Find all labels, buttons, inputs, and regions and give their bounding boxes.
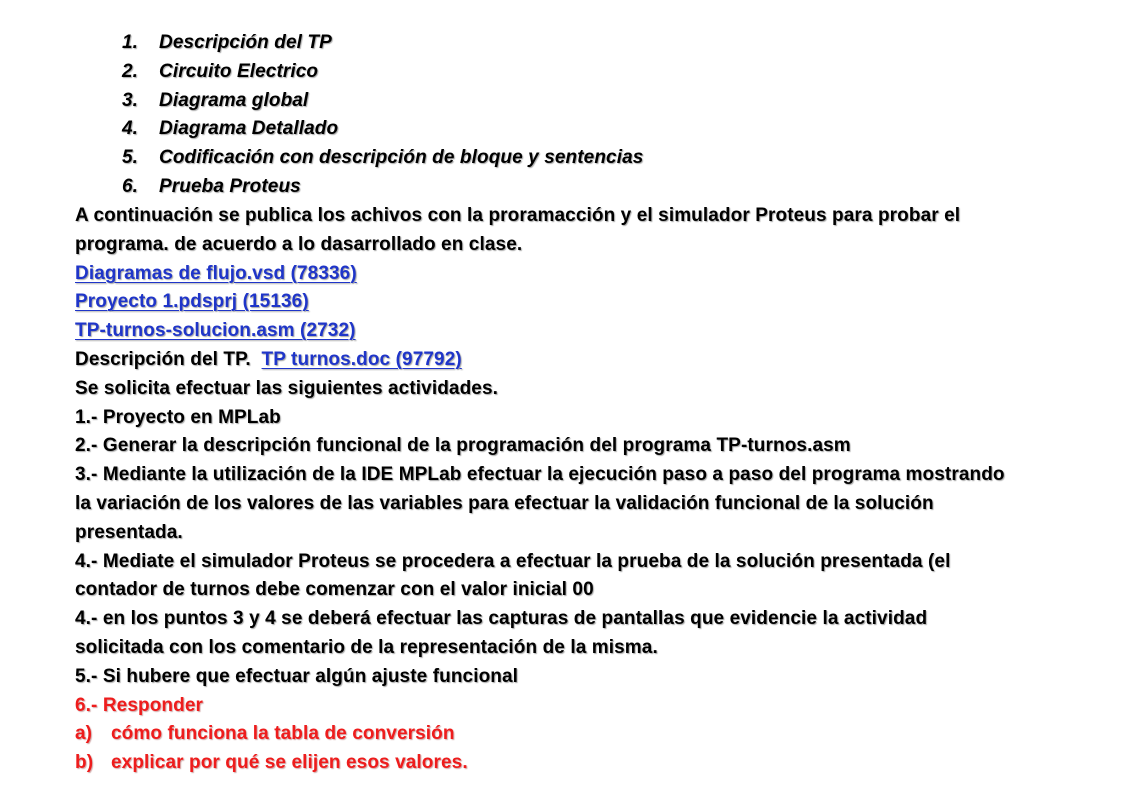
activity-6a-text: cómo funciona la tabla de conversión	[111, 723, 455, 745]
outline-item-number: 5.	[122, 147, 139, 169]
outline-item-number: 4.	[122, 118, 139, 140]
activity-4-line-1: 4.- Mediate el simulador Proteus se procedera a efectuar la prueba de la solución presentada (el	[75, 550, 951, 572]
activity-1: 1.- Proyecto en MPLab	[75, 406, 281, 428]
activity-6a	[75, 720, 1075, 749]
file-row-proyecto	[75, 288, 1075, 317]
outline-item-label: Diagrama global	[159, 89, 309, 111]
file-row-doc	[75, 346, 1075, 375]
outline-item-prueba-proteus	[122, 173, 643, 202]
activity-6b	[75, 749, 1075, 778]
activity-4b-line-2: solicitada con los comentario de la representación de la misma.	[75, 636, 658, 658]
outline-item-number: 1.	[122, 32, 139, 53]
outline-item-descripcion	[122, 29, 643, 58]
file-row-asm	[75, 317, 1075, 346]
file-row-diagramas	[75, 260, 1075, 289]
outline-item-circuito	[122, 58, 643, 87]
outline-item-diagrama-detallado	[122, 115, 643, 144]
outline-item-label: Descripción del TP	[159, 32, 332, 53]
activity-4-line-2: contador de turnos debe comenzar con el valor inicial 00	[75, 579, 594, 601]
activity-4b-line-1: 4.- en los puntos 3 y 4 se deberá efectuar las capturas de pantallas que evidencie la actividad	[75, 608, 928, 630]
outline-item-number: 3.	[122, 89, 139, 111]
outline-list	[122, 29, 643, 202]
outline-item-label: Diagrama Detallado	[159, 118, 339, 140]
diagramas-vsd-link[interactable]: Diagramas de flujo.vsd (78336)	[75, 262, 357, 284]
activity-6a-label: a)	[75, 723, 93, 745]
activity-5: 5.- Si hubere que efectuar algún ajuste funcional	[75, 665, 519, 687]
outline-item-diagrama-global	[122, 87, 643, 116]
outline-item-label: Circuito Electrico	[159, 60, 319, 82]
outline-item-number: 2.	[122, 60, 139, 82]
activity-2: 2.- Generar la descripción funcional de la programación del programa TP-turnos.asm	[75, 435, 851, 457]
outline-item-number: 6.	[122, 175, 139, 197]
proyecto-pdsprj-link[interactable]: Proyecto 1.pdsprj (15136)	[75, 291, 309, 313]
outline-item-codificacion	[122, 144, 643, 173]
activity-6: 6.- Responder	[75, 694, 203, 716]
intro-line-1: A continuación se publica los achivos con la proramacción y el simulador Proteus para probar el	[75, 205, 961, 226]
tp-turnos-asm-link[interactable]: TP-turnos-solucion.asm (2732)	[75, 320, 356, 342]
activity-3-line-3: presentada.	[75, 521, 183, 543]
outline-item-label: Codificación con descripción de bloque y sentencias	[159, 147, 644, 169]
activity-6b-label: b)	[75, 752, 94, 774]
activity-3-line-1: 3.- Mediante la utilización de la IDE MPLab efectuar la ejecución paso a paso del programa mostrando	[75, 464, 1005, 486]
outline-item-label: Prueba Proteus	[159, 175, 301, 197]
descripcion-tp-label: Descripción del TP.	[75, 348, 251, 370]
activity-3-line-2: la variación de los valores de las variables para efectuar la validación funcional de la solución	[75, 492, 934, 514]
activity-6b-text: explicar por qué se elijen esos valores.	[111, 752, 468, 774]
body-text	[75, 202, 1075, 778]
intro-line-2: programa. de acuerdo a lo dasarrollado en clase.	[75, 233, 523, 255]
activities-heading: Se solicita efectuar las siguientes actividades.	[75, 377, 498, 399]
tp-turnos-doc-link[interactable]: TP turnos.doc (97792)	[261, 348, 462, 370]
